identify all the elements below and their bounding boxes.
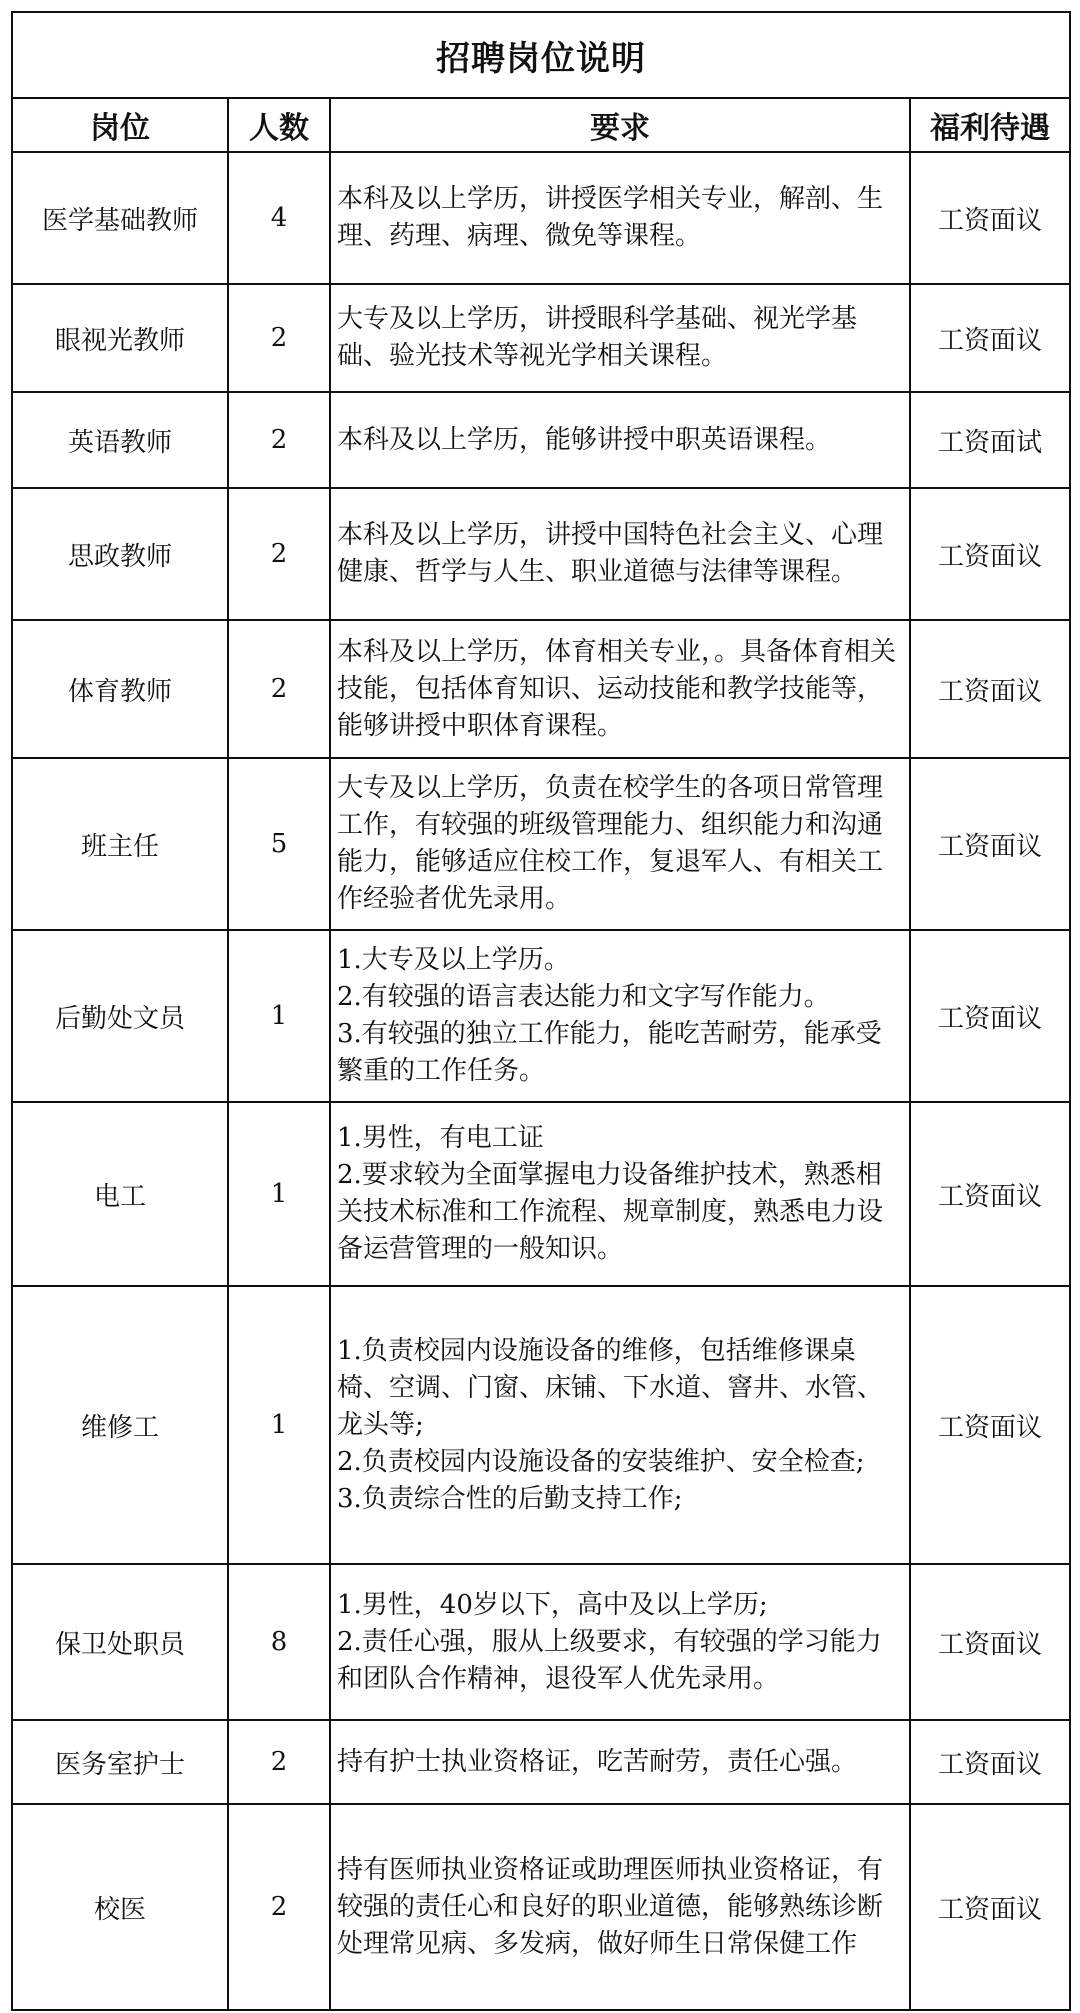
count-cell: 2 [228,1720,330,1804]
benefit-cell: 工资面议 [910,930,1070,1102]
header-requirement: 要求 [330,98,910,152]
count-cell: 2 [228,488,330,620]
requirement-cell: 大专及以上学历，负责在校学生的各项日常管理工作，有较强的班级管理能力、组织能力和沟通能力，能够适应住校工作，复退军人、有相关工作经验者优先录用。 [330,758,910,930]
position-cell: 眼视光教师 [12,284,228,392]
requirement-cell: 本科及以上学历，体育相关专业，。具备体育相关技能，包括体育知识、运动技能和教学技能等，能够讲授中职体育课程。 [330,620,910,758]
table-row [12,488,1070,620]
count-cell: 1 [228,930,330,1102]
table-row [12,930,1070,1102]
requirement-cell: 1.男性，有电工证 2.要求较为全面掌握电力设备维护技术，熟悉相关技术标准和工作流程、规章制度，熟悉电力设备运营管理的一般知识。 [330,1102,910,1286]
table-row [12,1102,1070,1286]
requirement-cell: 1.男性，40岁以下，高中及以上学历; 2.责任心强，服从上级要求，有较强的学习能力和团队合作精神，退役军人优先录用。 [330,1564,910,1720]
header-count: 人数 [228,98,330,152]
count-cell: 1 [228,1102,330,1286]
position-cell: 校医 [12,1804,228,2010]
count-cell: 1 [228,1286,330,1564]
position-cell: 后勤处文员 [12,930,228,1102]
header-row [12,98,1070,152]
header-position: 岗位 [12,98,228,152]
position-cell: 班主任 [12,758,228,930]
count-cell: 2 [228,620,330,758]
table-row [12,620,1070,758]
benefit-cell: 工资面议 [910,1102,1070,1286]
table-row [12,1720,1070,1804]
count-cell: 2 [228,1804,330,2010]
requirement-cell: 持有护士执业资格证，吃苦耐劳，责任心强。 [330,1720,910,1804]
position-cell: 医学基础教师 [12,152,228,284]
table-row [12,1286,1070,1564]
requirement-cell: 本科及以上学历，能够讲授中职英语课程。 [330,392,910,488]
position-cell: 维修工 [12,1286,228,1564]
benefit-cell: 工资面议 [910,758,1070,930]
position-cell: 医务室护士 [12,1720,228,1804]
count-cell: 2 [228,392,330,488]
count-cell: 8 [228,1564,330,1720]
table-row [12,152,1070,284]
table-row [12,758,1070,930]
table-row [12,284,1070,392]
requirement-cell: 大专及以上学历，讲授眼科学基础、视光学基础、验光技术等视光学相关课程。 [330,284,910,392]
table-row [12,1564,1070,1720]
header-benefit: 福利待遇 [910,98,1070,152]
benefit-cell: 工资面议 [910,1286,1070,1564]
benefit-cell: 工资面议 [910,488,1070,620]
requirement-cell: 持有医师执业资格证或助理医师执业资格证，有较强的责任心和良好的职业道德，能够熟练诊断处理常见病、多发病，做好师生日常保健工作 [330,1804,910,2010]
recruitment-table [11,11,1071,2011]
table-row [12,1804,1070,2010]
count-cell: 2 [228,284,330,392]
position-cell: 思政教师 [12,488,228,620]
position-cell: 英语教师 [12,392,228,488]
benefit-cell: 工资面议 [910,284,1070,392]
count-cell: 5 [228,758,330,930]
title-row [12,12,1070,98]
requirement-cell: 本科及以上学历，讲授中国特色社会主义、心理健康、哲学与人生、职业道德与法律等课程。 [330,488,910,620]
requirement-cell: 本科及以上学历，讲授医学相关专业，解剖、生理、药理、病理、微免等课程。 [330,152,910,284]
requirement-cell: 1.负责校园内设施设备的维修，包括维修课桌椅、空调、门窗、床铺、下水道、窨井、水管、龙头等; 2.负责校园内设施设备的安装维护、安全检查; 3.负责综合性的后勤支持工作; [330,1286,910,1564]
benefit-cell: 工资面试 [910,392,1070,488]
position-cell: 体育教师 [12,620,228,758]
benefit-cell: 工资面议 [910,1564,1070,1720]
position-cell: 电工 [12,1102,228,1286]
table-title: 招聘岗位说明 [12,12,1070,98]
benefit-cell: 工资面议 [910,1720,1070,1804]
table-row [12,392,1070,488]
count-cell: 4 [228,152,330,284]
benefit-cell: 工资面议 [910,152,1070,284]
benefit-cell: 工资面议 [910,620,1070,758]
benefit-cell: 工资面议 [910,1804,1070,2010]
position-cell: 保卫处职员 [12,1564,228,1720]
requirement-cell: 1.大专及以上学历。 2.有较强的语言表达能力和文字写作能力。 3.有较强的独立工作能力，能吃苦耐劳，能承受繁重的工作任务。 [330,930,910,1102]
